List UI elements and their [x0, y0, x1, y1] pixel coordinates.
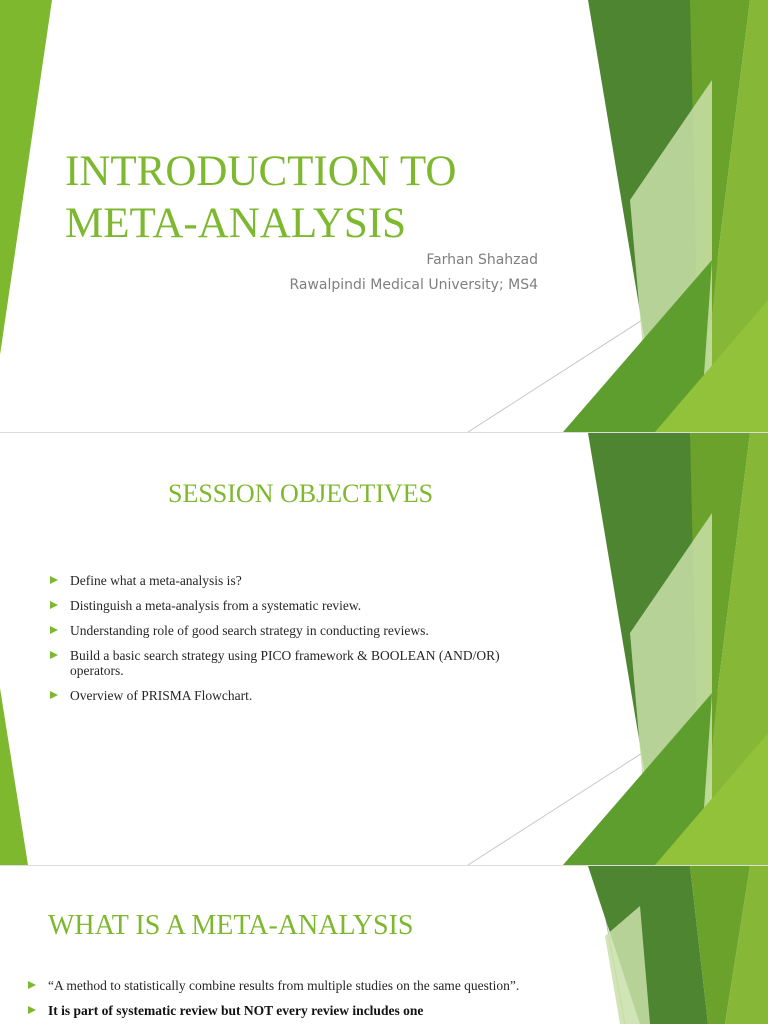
left-accent-facet [0, 0, 52, 355]
section-title: SESSION OBJECTIVES [168, 479, 434, 508]
bullet-arrow-icon [28, 1006, 36, 1014]
dark-green-facet [588, 866, 708, 1024]
list-item-text: Understanding role of good search strategy in conducting reviews. [70, 623, 429, 638]
list-item-text: Distinguish a meta-analysis from a systematic review. [70, 598, 362, 613]
list-item-text: “A method to statistically combine results from multiple studies on the same question”. [48, 978, 520, 993]
list-item-text: It is part of systematic review but NOT every review includes one [48, 1003, 424, 1018]
list-item [48, 623, 548, 638]
author-name: Farhan Shahzad [426, 252, 538, 268]
list-item [26, 1003, 586, 1018]
bullet-arrow-icon [28, 981, 36, 989]
bullet-arrow-icon [50, 651, 58, 659]
slide-objectives [0, 433, 768, 865]
list-item [48, 688, 548, 703]
list-item [48, 573, 548, 588]
title-line-1: INTRODUCTION TO [65, 148, 457, 195]
list-item-text: Overview of PRISMA Flowchart. [70, 688, 253, 703]
bullet-arrow-icon [50, 576, 58, 584]
list-item-text: Define what a meta-analysis is? [70, 573, 242, 588]
objectives-list [48, 573, 548, 703]
author-affiliation: Rawalpindi Medical University; MS4 [289, 277, 538, 293]
list-item [48, 598, 548, 613]
slide-title [0, 0, 768, 432]
presentation-title [65, 146, 565, 250]
list-item [48, 648, 540, 678]
list-item [26, 978, 586, 993]
left-accent-facet [0, 688, 28, 865]
list-item-text: Build a basic search strategy using PICO framework & BOOLEAN (AND/OR) operators. [70, 648, 500, 678]
section-title: WHAT IS A META-ANALYSIS [48, 910, 414, 941]
bullet-arrow-icon [50, 691, 58, 699]
slide-definition [0, 866, 768, 1024]
title-line-2: META-ANALYSIS [65, 200, 407, 247]
bullet-arrow-icon [50, 626, 58, 634]
bullet-arrow-icon [50, 601, 58, 609]
definition-list [26, 978, 586, 1018]
